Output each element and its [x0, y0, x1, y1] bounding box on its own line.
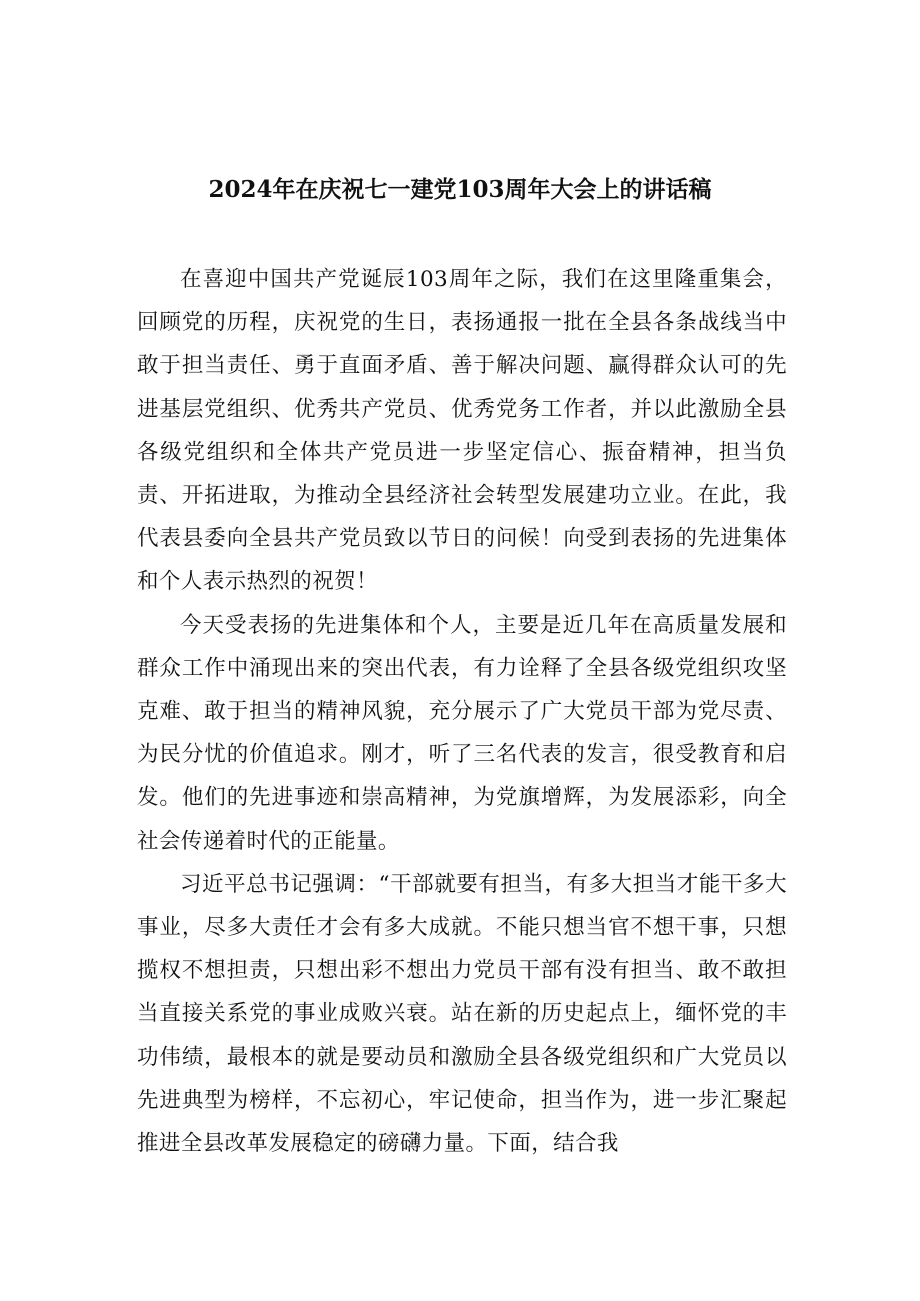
- document-title: 2024年在庆祝七一建党103周年大会上的讲话稿: [208, 176, 712, 203]
- paragraph-3: 习近平总书记强调：“干部就要有担当，有多大担当才能干多大事业，尽多大责任才会有多大成就。不能只想当官不想干事，只想揽权不想担责，只想出彩不想出力党员干部有没有担当、敢不敢担当直接关系党的事业成败兴衰。站在新的历史起点上，缅怀党的丰功伟绩，最根本的就是要动员和激励全县各级党组织和广大党员以先进典型为榜样，不忘初心，牢记使命，担当作为，进一步汇聚起推进全县改革发展稳定的磅礴力量。下面，结合我: [137, 871, 787, 1157]
- paragraph-2: 今天受表扬的先进集体和个人，主要是近几年在高质量发展和群众工作中涌现出来的突出代表，有力诠释了全县各级党组织攻坚克难、敢于担当的精神风貌，充分展示了广大党员干部为党尽责、为民分忧的价值追求。刚才，听了三名代表的发言，很受教育和启发。他们的先进事迹和崇高精神，为党旗增辉，为发展添彩，向全社会传递着时代的正能量。: [137, 612, 787, 854]
- document-body: [137, 258, 787, 1165]
- paragraph-1: 在喜迎中国共产党诞辰103周年之际，我们在这里隆重集会，回顾党的历程，庆祝党的生日，表扬通报一批在全县各条战线当中敢于担当责任、勇于直面矛盾、善于解决问题、赢得群众认可的先进基层党组织、优秀共产党员、优秀党务工作者，并以此激励全县各级党组织和全体共产党员进一步坚定信心、振奋精神，担当负责、开拓进取，为推动全县经济社会转型发展建功立业。在此，我代表县委向全县共产党员致以节日的问候！向受到表扬的先进集体和个人表示热烈的祝贺！: [137, 267, 787, 595]
